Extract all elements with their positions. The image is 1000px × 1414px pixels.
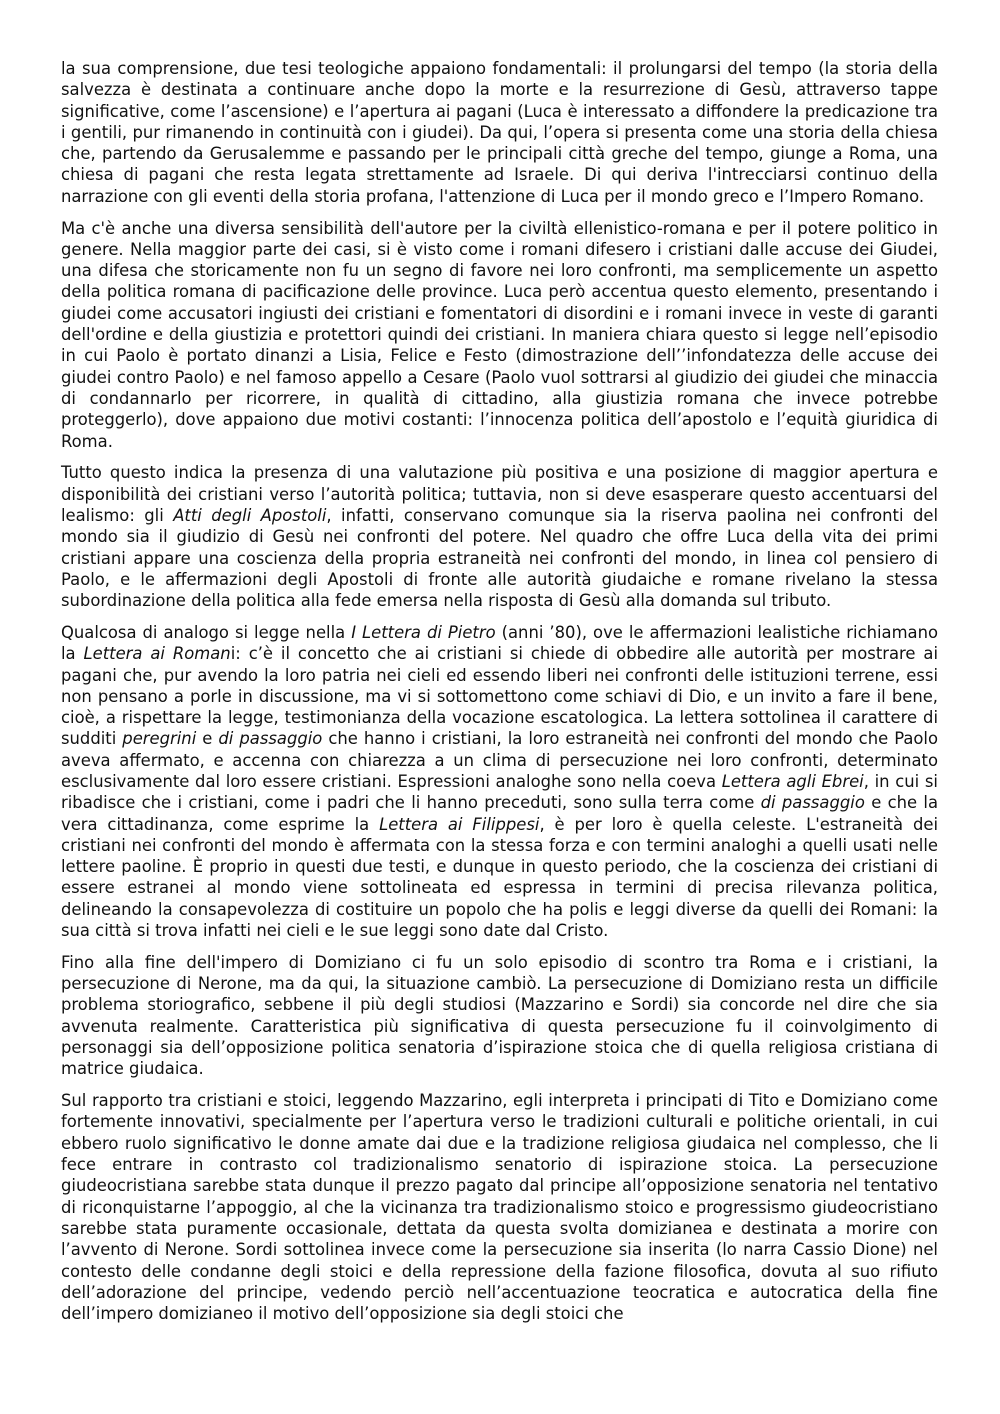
- text-run: Fino alla fine dell'impero di Domiziano ci fu un solo episodio di scontro tra Roma e i cristiani, la persecuzione di Nerone, ma da qui, la situazione cambiò. La persecuzione di Domiziano resta un difficile problema storiografico, sebbene il più degli studiosi (Mazzarino e Sordi) sia concorde nel dire che sia avvenuta realmente. Caratteristica più significativa di questa persecuzione fu il coinvolgimento di personaggi sia dell’opposizione politica senatoria d’ispirazione stoica che di quella religiosa cristiana di matrice giudaica.: [61, 952, 938, 1079]
- italic-title: I Lettera di Pietro: [351, 622, 496, 642]
- italic-title: Lettera agli Ebrei: [721, 772, 864, 791]
- italic-title: peregrini: [122, 729, 197, 749]
- text-run: la sua comprensione, due tesi teologiche appaiono fondamentali: il prolungarsi del tempo (la storia della salvezza è destinata a continuare anche dopo la morte e la resurrezione di Gesù, attraverso tappe significative, come l’ascensione) e l’apertura ai pagani (Luca è interessato a diffondere la predicazione tra i gentili, pur rimanendo in continuità con i giudei). Da qui, l’opera si presenta come una storia della chiesa che, partendo da Gerusalemme e passando per le principali città greche del tempo, giunge a Roma, una chiesa di pagani che resta legata strettamente ad Israele. Di qui deriva l'intrecciarsi continuo della narrazione con gli eventi della storia profana, l'attenzione di Luca per il mondo greco e l’Impero Romano.: [61, 59, 938, 206]
- body-paragraph: [61, 462, 938, 611]
- body-paragraph: [61, 218, 938, 452]
- body-paragraph: [61, 58, 938, 207]
- italic-title: di passaggio: [218, 729, 323, 749]
- text-run: che hanno i cristiani, la loro estraneità nei confronti del mondo che Paolo aveva affermato, e accenna con chiarezza a un clima di persecuzione nei loro confronti, determinato esclusivamente dal loro essere cristiani. Espressioni analoghe sono nella coeva: [61, 729, 938, 791]
- body-paragraph: [61, 622, 938, 941]
- text-run: Ma c'è anche una diversa sensibilità dell'autore per la civiltà ellenistico-romana e per il potere politico in genere. Nella maggior parte dei casi, si è visto come i romani difesero i cristiani dalle accuse dei Giudei, una difesa che storicamente non fu un segno di favore nei loro confronti, ma semplicemente un aspetto della politica romana di pacificazione delle province. Luca però accentua questo elemento, presentando i giudei come accusatori ingiusti dei cristiani e fomentatori di disordini e i romani invece in veste di garanti dell'ordine e della giustizia e protettori quindi dei cristiani. In maniera chiara questo si legge nell’episodio in cui Paolo è portato dinanzi a Lisia, Felice e Festo (dimostrazione dell’’infondatezza delle accuse dei giudei contro Paolo) e nel famoso appello a Cesare (Paolo vuol sottrarsi al giudizio dei giudei che minaccia di condannarlo per ricorrere, in qualità di cittadino, alla giustizia romana che invece potrebbe proteggerlo), dove appaiono due motivi costanti: l’innocenza politica dell’apostolo e l’equità giuridica di Roma.: [61, 218, 938, 451]
- text-run: , è per loro è quella celeste. L'estraneità dei cristiani nei confronti del mondo è affermata con la stessa forza e con termini analoghi a quelli usati nelle lettere paoline. È proprio in questi due testi, e dunque in questo periodo, che la coscienza dei cristiani di essere estranei al mondo viene sottolineata ed espressa in termini di precisa rilevanza politica, delineando la consapevolezza di costituire un popolo che ha polis e leggi diverse da quelli dei Romani: la sua città si trova infatti nei cieli e le sue leggi sono date dal Cristo.: [61, 814, 939, 941]
- italic-title: Lettera ai Roman: [83, 644, 231, 664]
- text-run: Tutto questo indica la presenza di una valutazione più positiva e una posizione di maggior apertura e disponibilità dei cristiani verso l’autorità politica; tuttavia, non si deve esasperare questo accentuarsi del lealismo: gli: [61, 463, 938, 525]
- text-run: e: [196, 729, 219, 749]
- text-run: e che la vera cittadinanza, come esprime la: [61, 793, 938, 834]
- text-run: , in cui si ribadisce che i cristiani, come i padri che li hanno preceduti, sono sulla terra come: [61, 772, 938, 813]
- italic-title: Atti degli Apostoli: [173, 505, 327, 525]
- text-run: i: c’è il concetto che ai cristiani si chiede di obbedire alle autorità per mostrare ai pagani che, pur avendo la loro patria nei cieli ed essendo liberi nei confronti delle istituzioni terrene, essi non pensano a porle in discussione, ma vi si sottomettono come schiavi di Dio, e un invito a fare il bene, cioè, a rispettare la legge, testimonianza della vocazione escatologica. La lettera sottolinea il carattere di sudditi: [61, 644, 938, 749]
- document-page: [61, 58, 938, 1335]
- text-run: Sul rapporto tra cristiani e stoici, leggendo Mazzarino, egli interpreta i principati di Tito e Domiziano come fortemente innovativi, specialmente per l’apertura verso le tradizioni culturali e politiche orientali, in cui ebbero ruolo significativo le donne amate dai due e la tradizione religiosa giudaica nel complesso, che li fece entrare in contrasto col tradizionalismo senatorio di ispirazione stoica. La persecuzione giudeocristiana sarebbe stata dunque il prezzo pagato dal principe all’opposizione senatoria nel tentativo di riconquistarne l’appoggio, al che la vicinanza tra tradizionalismo stoico e progressismo giudeocristiano sarebbe stata puramente occasionale, dettata da questa svolta domizianea e destinata a morire con l’avvento di Nerone. Sordi sottolinea invece come la persecuzione sia inserita (lo narra Cassio Dione) nel contesto delle condanne degli stoici e della repressione della fazione filosofica, dovuta al suo rifiuto dell’adorazione del principe, vedendo perciò nell’accentuazione teocratica e autocratica della fine dell’impero domizianeo il motivo dell’opposizione sia degli stoici che: [61, 1091, 938, 1324]
- italic-title: di passaggio: [760, 793, 865, 813]
- text-run: Qualcosa di analogo si legge nella: [61, 622, 352, 642]
- text-run: (anni ’80), ove le affermazioni lealistiche richiamano la: [61, 622, 939, 664]
- body-paragraph: [61, 952, 938, 1080]
- body-paragraph: [61, 1090, 938, 1324]
- text-run: , infatti, conservano comunque sia la riserva paolina nei confronti del mondo sia il giudizio di Gesù nei confronti del potere. Nel quadro che offre Luca della vita dei primi cristiani appare una coscienza della propria estraneità nei confronti del mondo, in linea col pensiero di Paolo, e le affermazioni degli Apostoli di fronte alle autorità giudaiche e romane rivelano la stessa subordinazione della politica alla fede emersa nella risposta di Gesù alla domanda sul tributo.: [61, 505, 938, 611]
- italic-title: Lettera ai Filippesi: [379, 814, 540, 834]
